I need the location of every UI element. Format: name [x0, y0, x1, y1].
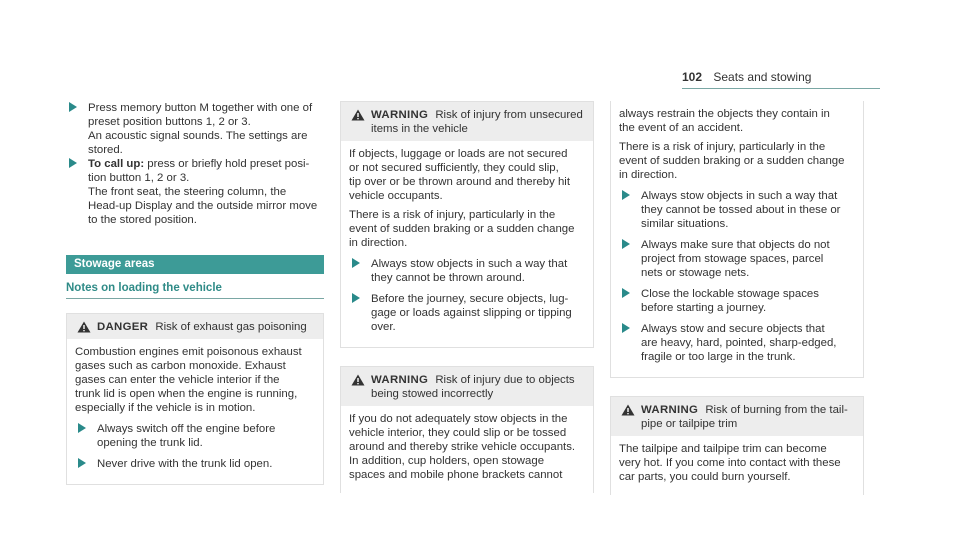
notice-body [341, 406, 593, 493]
page-number: 102 [682, 70, 703, 84]
notice-text: There is a risk of injury, particularly in the event of sudden braking or a sudden change in direction. [349, 209, 575, 249]
notice-step [349, 292, 585, 334]
notice-header [67, 314, 323, 339]
step-text: Close the lockable stowage spaces before starting a journey. [641, 288, 819, 314]
subsection-title: Notes on loading the vehicle [66, 282, 222, 294]
column-3 [610, 101, 864, 495]
notice-step [619, 287, 855, 315]
column-2 [340, 101, 594, 493]
notice-title: Risk of exhaust gas poisoning [155, 321, 307, 333]
notice-body [67, 339, 323, 484]
notice-text: always restrain the objects they contain in the event of an accident. [619, 108, 830, 134]
warning-triangle-icon [351, 109, 365, 121]
notice-title: Risk of burning from the tail- pipe or tailpipe trim [641, 404, 848, 430]
step-arrow-icon [622, 288, 630, 298]
step-text [88, 157, 324, 185]
notice-step [349, 257, 585, 285]
notice-step [75, 457, 315, 471]
step-text: Always stow and secure objects that are heavy, hard, pointed, sharp-edged, fragile or too large in the trunk. [641, 323, 837, 363]
notice-body [341, 141, 593, 347]
instruction-step [66, 101, 324, 157]
step-arrow-icon [352, 293, 360, 303]
step-result: The front seat, the steering column, the Head-up Display and the outside mirror move to the stored position. [88, 186, 318, 226]
notice-label: WARNING [371, 374, 429, 386]
step-arrow-icon [69, 158, 77, 168]
step-arrow-icon [78, 423, 86, 433]
step-arrow-icon [622, 239, 630, 249]
column-1 [66, 101, 324, 485]
notice-text: If objects, luggage or loads are not secured or not secured sufficiently, they could slip, tip over or be thrown around and thereby hit vehicle occupants. [349, 148, 570, 202]
notice-header [611, 397, 863, 436]
warning-notice [610, 396, 864, 495]
notice-body [611, 436, 863, 495]
notice-label: WARNING [371, 109, 429, 121]
step-text: Never drive with the trunk lid open. [97, 458, 273, 470]
step-arrow-icon [352, 258, 360, 268]
danger-notice [66, 313, 324, 485]
notice-step [75, 422, 315, 450]
notice-step [619, 322, 855, 364]
subsection-divider [66, 298, 324, 299]
step-arrow-icon [78, 458, 86, 468]
step-arrow-icon [622, 190, 630, 200]
section-name: Seats and stowing [713, 70, 812, 84]
step-text: Before the journey, secure objects, lug- gage or loads against slipping or tipping over. [371, 293, 572, 333]
step-text: Always stow objects in such a way that they cannot be thrown around. [371, 258, 568, 284]
step-body: press or briefly hold preset posi- tion button 1, 2 or 3. [88, 158, 310, 184]
step-text: Always stow objects in such a way that they cannot be tossed about in these or similar situations. [641, 190, 841, 230]
step-arrow-icon [69, 102, 77, 112]
warning-notice [340, 101, 594, 348]
notice-title: Risk of injury due to objects being stowed incorrectly [371, 374, 575, 400]
notice-label: DANGER [97, 321, 149, 333]
notice-title: Risk of injury from unsecured items in the vehicle [371, 109, 583, 135]
step-text: Always switch off the engine before opening the trunk lid. [97, 423, 276, 449]
step-text: Always make sure that objects do not project from stowage spaces, parcel nets or stowage nets. [641, 239, 830, 279]
warning-triangle-icon [621, 404, 635, 416]
notice-text: There is a risk of injury, particularly in the event of sudden braking or a sudden change in direction. [619, 141, 845, 181]
notice-text: Combustion engines emit poisonous exhaust gases such as carbon monoxide. Exhaust gases can enter the vehicle interior if the trunk lid is open when the engine is running, especially if the vehicle is in motion. [75, 346, 302, 414]
warning-triangle-icon [351, 374, 365, 386]
warning-continued [610, 101, 864, 378]
step-lead: To call up: [88, 158, 145, 170]
notice-text: The tailpipe and tailpipe trim can become very hot. If you come into contact with these car parts, you could burn yourself. [619, 443, 841, 483]
step-text: Press memory button M together with one of preset position buttons 1, 2 or 3. [88, 102, 313, 128]
notice-body [611, 101, 863, 377]
page-header [682, 70, 811, 84]
step-arrow-icon [622, 323, 630, 333]
notice-step [619, 238, 855, 280]
notice-label: WARNING [641, 404, 699, 416]
notice-text: If you do not adequately stow objects in the vehicle interior, they could slip or be tossed around and thereby strike vehicle occupants. In addition, cup holders, open stowage spaces and mobile phone brackets cannot [349, 413, 576, 481]
header-divider [682, 88, 880, 89]
section-title: Stowage areas [66, 255, 324, 274]
notice-step [619, 189, 855, 231]
warning-notice [340, 366, 594, 493]
notice-header [341, 102, 593, 141]
instruction-step [66, 157, 324, 227]
notice-header [341, 367, 593, 406]
warning-triangle-icon [77, 321, 91, 333]
step-result: An acoustic signal sounds. The settings are stored. [88, 130, 308, 156]
